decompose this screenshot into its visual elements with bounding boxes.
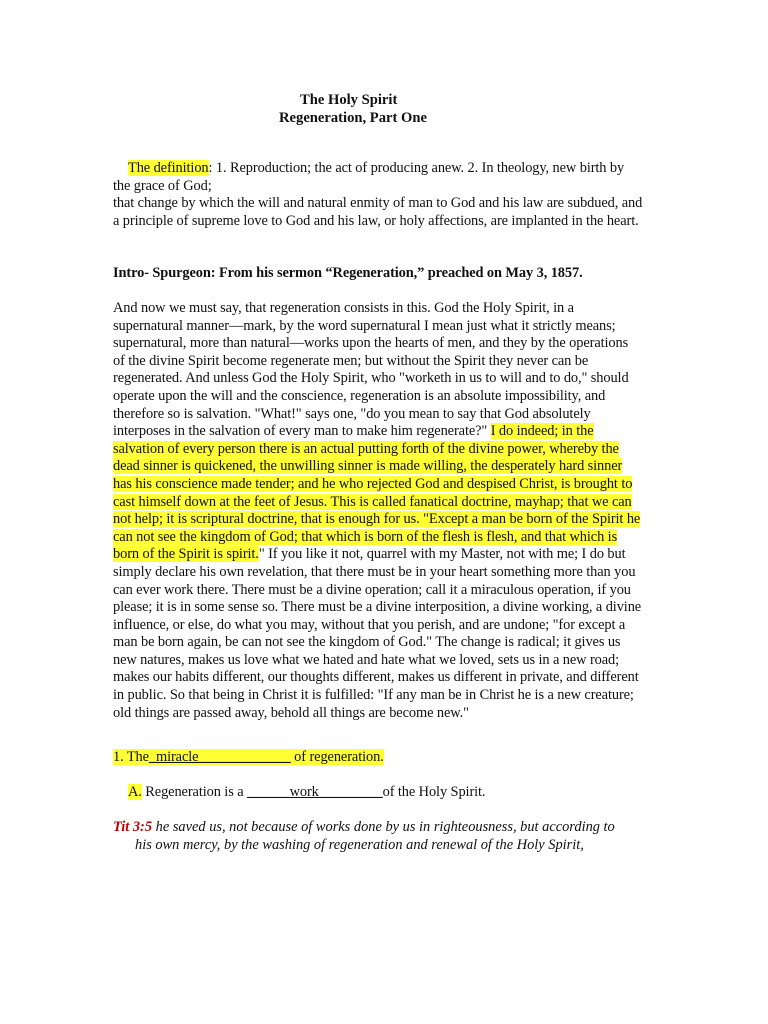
- point-a-prefix: Regeneration is a: [141, 784, 247, 800]
- definition-text-1: : 1. Reproduction; the act of producing anew. 2. In theology, new birth by the grace of God;: [113, 160, 625, 194]
- point-1: [113, 749, 643, 767]
- verse-reference: Tit 3:5: [113, 819, 153, 835]
- point-1-prefix: 1. The: [113, 749, 149, 765]
- point-1-suffix: of regeneration.: [290, 749, 384, 765]
- document-title: The Holy Spirit: [300, 92, 398, 108]
- scripture-verse: [113, 819, 653, 854]
- point-a: [128, 784, 658, 802]
- verse-line-1: he saved us, not because of works done by us in righteousness, but according to: [152, 819, 615, 835]
- sermon-quote: [113, 300, 643, 722]
- point-1-highlighted: [113, 749, 384, 765]
- point-1-blank: _miracle_____________: [148, 749, 291, 765]
- sermon-text-highlighted: I do indeed; in the salvation of every person there is an actual putting forth of the divine power, whereby the dead sinner is quickened, the unwilling sinner is made willing, the desperately hard sinner has his conscience made tender; and he who rejected God and despised Christ, is brought to cast himself down at the feet of Jesus. This is called fanatical doctrine, mayhap; that we can not help; it is scriptural doctrine, that is enough for us. "Except a man be born of the Spirit he can not see the kingdom of God; that which is born of the flesh is flesh, and that which is born of the Spirit is spirit.: [113, 423, 641, 563]
- title-block: [0, 91, 768, 127]
- point-a-suffix: of the Holy Spirit.: [382, 784, 486, 800]
- definition-label: The definition: [128, 160, 209, 176]
- sermon-text-before: And now we must say, that regeneration consists in this. God the Holy Spirit, in a supernatural manner—mark, by the word supernatural I mean just what it strictly means; supernatural, more than natural—works upon the hearts of men, and they by the operations of the divine Spirit become regenerate men; but without the Spirit they never can be regenerated. And unless God the Holy Spirit, who "worketh in us to will and to do," should operate upon the will and the conscience, regeneration is an absolute impossibility, and therefore so is salvation. "What!" says one, "do you mean to say that God absolutely interposes in the salvation of every man to make him regenerate?": [113, 300, 629, 440]
- definition-indent: [113, 160, 128, 176]
- point-a-blank: ______work_________: [247, 784, 383, 800]
- point-a-label: A.: [128, 784, 142, 800]
- document-subtitle: Regeneration, Part One: [279, 110, 427, 126]
- sermon-text-after: " If you like it not, quarrel with my Master, not with me; I do but simply declare his own revelation, that there must be in your heart something more than you can ever work there. There must be a divine operation; call it a miraculous operation, if you please; it is in some sense so. There must be a divine interposition, a divine working, a divine influence, or else, do what you may, without that you perish, and are undone; "for except a man be born again, be can not see the kingdom of God." The change is radical; it gives us new natures, makes us love what we hated and hate what we loved, sets us in a new road; makes our habits different, our thoughts different, makes us different in private, and different in public. So that being in Christ it is fulfilled: "If any man be in Christ he is a new creature; old things are passed away, behold all things are become new.": [113, 546, 642, 721]
- verse-line-2: his own mercy, by the washing of regeneration and renewal of the Holy Spirit,: [135, 836, 584, 853]
- definition-text-2: that change by which the will and natural enmity of man to God and his law are subdued, and a principle of supreme love to God and his law, or holy affections, are implanted in the heart.: [113, 195, 643, 229]
- intro-heading: Intro- Spurgeon: From his sermon “Regeneration,” preached on May 3, 1857.: [113, 265, 583, 281]
- definition-paragraph: [113, 160, 643, 230]
